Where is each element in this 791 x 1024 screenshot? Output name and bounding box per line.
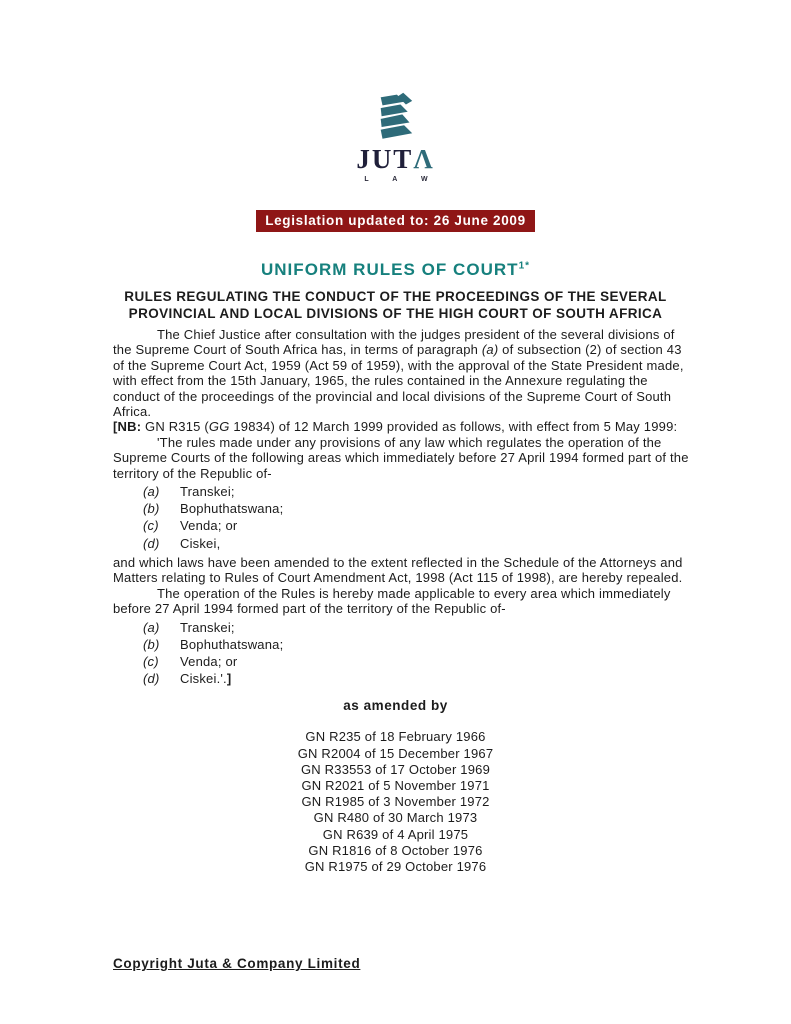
as-amended-by-heading: as amended by xyxy=(343,698,448,714)
list-item-label: (a) xyxy=(143,619,160,635)
list-item-text-value: Bophuthatswana; xyxy=(180,636,284,652)
list-item-text-value: Ciskei, xyxy=(180,535,221,551)
intro-post: of subsection (2) of section 43 of the Supreme Court Act, 1959 (Act 59 of 1959), with the approval of the State President made, with effect from the 15th January, 1965, the rules contained in the Annexure regulating the conduct of the proceedings of the provincial and local divisions of the Supreme Court of South Africa. xyxy=(113,342,684,420)
list-item-text xyxy=(180,619,691,636)
juta-wordmark-accent: Λ xyxy=(413,144,435,174)
intro-italic-a: (a) xyxy=(481,342,499,358)
list-item-text-value: Bophuthatswana; xyxy=(180,501,284,517)
banner-row xyxy=(0,210,791,232)
list-item-bold-suffix: ] xyxy=(226,671,232,687)
juta-logo-tagline: L A W xyxy=(364,176,439,183)
list-item xyxy=(113,636,691,653)
amendment-item: GN R1985 of 3 November 1972 xyxy=(301,794,490,810)
list-item-text-value: Venda; or xyxy=(180,518,238,534)
repeal-paragraph: and which laws have been amended to the extent reflected in the Schedule of the Attorneys and Matters relating to Rules of Court Amendment Act, 1998 (Act 115 of 1998), are hereby repealed. xyxy=(113,554,683,586)
intro-pre: The Chief Justice after consultation with the judges president of the several divisions of the Supreme Court of South Africa has, in terms of paragraph xyxy=(113,327,675,358)
juta-wordmark-text: JUT xyxy=(356,144,414,174)
list-item xyxy=(113,517,691,534)
amendment-item: GN R2021 of 5 November 1971 xyxy=(301,777,490,793)
operation-paragraph: The operation of the Rules is hereby made applicable to every area which immediately before 27 April 1994 formed part of the territory of the Republic of- xyxy=(113,585,671,617)
list-item-text xyxy=(180,517,691,534)
amendment-item: GN R1975 of 29 October 1976 xyxy=(304,858,487,874)
list-item-text-value: Transkei; xyxy=(180,619,235,635)
amendment-item: GN R2004 of 15 December 1967 xyxy=(297,745,494,761)
list-item-text xyxy=(180,483,691,500)
amendment-item: GN R480 of 30 March 1973 xyxy=(313,810,478,826)
list-item-label: (c) xyxy=(143,653,159,669)
list-item-label: (b) xyxy=(143,501,160,517)
list-item-label: (d) xyxy=(143,671,160,687)
copyright-footer: Copyright Juta & Company Limited xyxy=(113,956,361,971)
list-item-text-value: Venda; or xyxy=(180,653,238,669)
amendments-list xyxy=(0,729,791,875)
list-item-text xyxy=(180,670,691,687)
nb-mid: GN R315 ( xyxy=(141,419,209,435)
amendment-item: GN R235 of 18 February 1966 xyxy=(305,729,486,745)
list-item xyxy=(113,483,691,500)
intro-paragraph xyxy=(113,327,691,419)
amendment-item: GN R1816 of 8 October 1976 xyxy=(308,842,483,858)
territory-list-1 xyxy=(113,483,691,552)
juta-logo xyxy=(0,0,791,183)
territory-list-2 xyxy=(113,619,691,688)
list-item-text xyxy=(180,500,691,517)
list-item-text xyxy=(180,636,691,653)
list-item xyxy=(113,653,691,670)
list-item-text xyxy=(180,535,691,552)
list-item-text-value: Ciskei.'. xyxy=(180,671,227,687)
amendment-item: GN R639 of 4 April 1975 xyxy=(322,826,469,842)
stacked-books-icon xyxy=(369,92,423,144)
juta-logo-wordmark xyxy=(0,146,791,173)
list-item xyxy=(113,535,691,552)
title-footnote-superscript: 1* xyxy=(518,260,531,272)
nb-post: 19834) of 12 March 1999 provided as follows, with effect from 5 May 1999: xyxy=(229,419,678,435)
list-item xyxy=(113,619,691,636)
list-item-label: (c) xyxy=(143,518,159,534)
list-item-label: (a) xyxy=(143,484,160,500)
document-subtitle: RULES REGULATING THE CONDUCT OF THE PROCEEDINGS OF THE SEVERAL PROVINCIAL AND LOCAL DIVISIONS OF THE HIGH COURT OF SOUTH AFRICA xyxy=(124,289,667,321)
list-item-text-value: Transkei; xyxy=(180,484,235,500)
amendment-item: GN R33553 of 17 October 1969 xyxy=(300,761,491,777)
nb-italic-gg: GG xyxy=(208,419,230,435)
nb-bold-marker: [NB: xyxy=(113,419,142,435)
nb-paragraph xyxy=(113,419,691,434)
legislation-updated-banner: Legislation updated to: 26 June 2009 xyxy=(256,210,535,232)
quote-paragraph: 'The rules made under any provisions of any law which regulates the operation of the Supreme Courts of the following areas which immediately before 27 April 1994 formed part of the territory of the Republic of- xyxy=(113,434,689,481)
document-body xyxy=(113,327,691,687)
document-title-text: UNIFORM RULES OF COURT xyxy=(260,260,519,279)
list-item-label: (d) xyxy=(143,535,160,551)
document-title xyxy=(0,260,791,280)
list-item xyxy=(113,670,691,687)
list-item-text xyxy=(180,653,691,670)
list-item xyxy=(113,500,691,517)
list-item-label: (b) xyxy=(143,636,160,652)
